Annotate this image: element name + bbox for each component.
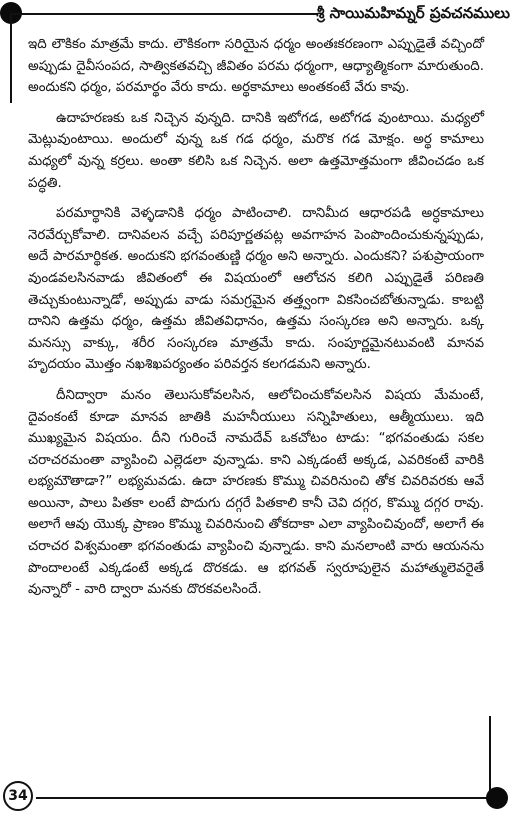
page-number: 34 [3, 781, 33, 811]
paragraph-1: ఇది లౌకికం మాత్రమే కాదు. లౌకికంగా సరియైన ధర్మం అంతఃకరణంగా ఎప్పుడైతే వచ్చిందో అప్పుడు దైవీసంపద, సాత్వికతవచ్చి జీవితం పరమ ధర్మంగా, ఆధ్యాత్మికంగా మారుతుంది. అందుకని ధర్మం, పరమార్థం వేరు కాదు. అర్థకామాలు అంతకంటే వేరు కావు. [28, 37, 484, 96]
right-rule [489, 716, 491, 794]
body-text [28, 34, 484, 601]
paragraph-4: దీనిద్వారా మనం తెలుసుకోవలసిన, ఆలోచించుకోవలసిన విషయ మేమంటే, దైవంకంటే కూడా మానవ జాతికి మహనీయులు సన్నిహితులు, ఆత్మీయులు. ఇది ముఖ్యమైన విషయం. దీని గురించే నామదేవ్ ఒకచోటం టాడు: “భగవంతుడు సకల చరాచరమంతా వ్యాపించి ఎల్లెడలా వున్నాడు. కాని ఎక్కడంటే అక్కడ, ఎవరికంటే వారికి లభ్యమౌతాడా?” లభ్యమవడు. ఉదా హరణకు కొమ్ము చివరినుంచి తోక చివరివరకు ఆవే అయినా, పాలు పితకా లంటే పొదుగు దగ్గరే పితకాలి కానీ చెవి దగ్గర, కొమ్ము దగ్గర రావు. అలాగే ఆవు యొక్క ప్రాణం కొమ్ము చివరినుంచి తోకదాకా ఎలా వ్యాపించివుందో, అలాగే ఈ చరాచర విశ్వమంతా భగవంతుడు వ్యాపించి వున్నాడు. కాని మనలాంటి వారు ఆయనను పొందాలంటే ఎక్కడంటే అక్కడ దొరకడు. ఆ భగవత్ స్వరూపులైన మహాత్ములెవరైతే వున్నారో - వారి ద్వారా మనకు దొరకవలసిందే. [28, 387, 484, 598]
paragraph-2: ఉదాహరణకు ఒక నిచ్చెన వున్నది. దానికి ఇటోగడ, అటోగడ వుంటాయి. మధ్యలో మెట్లువుంటాయి. అందులో వున్న ఒక గడ ధర్మం, మరొక గడ మోక్షం. అర్థ కామాలు మధ్యలో వున్న కర్రలు. అంతా కలిసి ఒక నిచ్చెన. అలా ఉత్తమోత్తమంగా జీవించడం ఒక పద్ధతి. [28, 110, 484, 191]
running-header-title: శ్రీ సాయిమహిమ్నర్ ప్రవచనములు [316, 4, 510, 22]
footer-rule [36, 797, 498, 799]
header-rule [10, 13, 318, 15]
left-rule [10, 13, 12, 103]
paragraph-3: పరమార్థానికి వెళ్ళడానికి ధర్మం పాటించాలి. దానిమీద ఆధారపడి అర్ధకామాలు నెరవేర్చుకోవాలి. దానివలన వచ్చే పరిపూర్ణతపట్ల అవగాహన పెంపొందించుకున్నప్పుడు, అదే పారమార్థికత. అందుకని భగవంతుణ్ణి ధర్మం అని అన్నారు. ఎందుకని? పశుప్రాయంగా వుండవలసినవాడు జీవితంలో ఈ విషయంలో ఆలోచన కలిగి ఎప్పుడైతే పరిణతి తెచ్చుకుంటున్నాడో, అప్పుడు వాడు సమగ్రమైన తత్త్వంగా వికసించబోతున్నాడు. కాబట్టి దానిని ఉత్తమ ధర్మం, ఉత్తమ జీవితవిధానం, ఉత్తమ సంస్కరణ అని అన్నారు. ఒక్క మనస్సు వాక్కు, శరీర సంస్కరణ మాత్రమే కాదు. సంపూర్ణమైనటువంటి మానవ హృదయం మొత్తం నఖశిఖపర్యంతం పరివర్తన కలగడమని అన్నారు. [28, 206, 484, 373]
decorative-dot-bottom [486, 787, 508, 809]
